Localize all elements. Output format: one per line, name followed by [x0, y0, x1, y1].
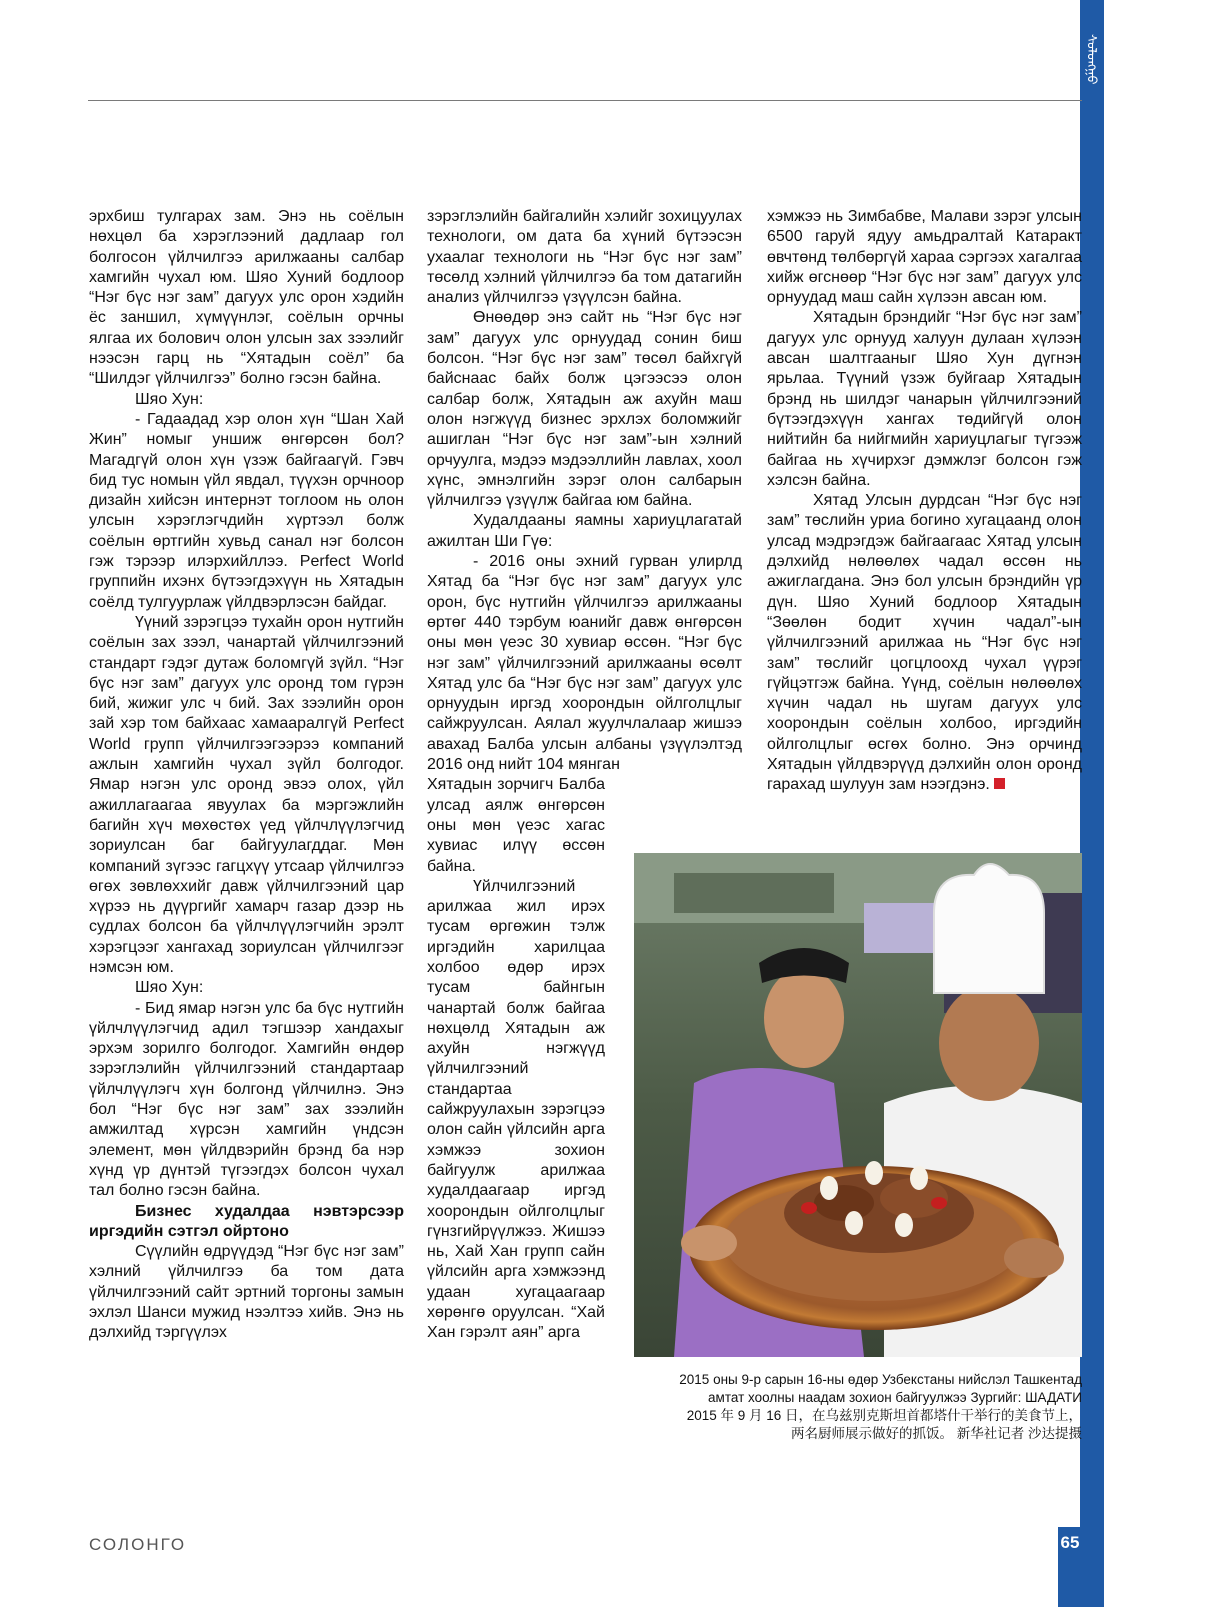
- magazine-name: СОЛОНГО: [89, 1535, 187, 1554]
- paragraph: - Гадаадад хэр олон хүн “Шан Хай Жин” номыг уншиж өнгөрсөн бол? Магадгүй олон хүн үзэж байгаагүй. Гэвч бид тус номын үйл явдал, түүхэн орчноор дизайн хийсэн интернэт тоглоом нь олон улсын хэрэглэгчдийн хүртээл болж соёлын өртгийн хувьд санал нэг болсон гэж тэрээр илэрхийллээ. Perfect World группийн ихэнх бүтээгдэхүүн нь Хятадын соёлд тулгуурлаж үйлдвэрлэсэн байдаг.: [89, 410, 404, 611]
- paragraph: Үйлчилгээний арилжаа жил ирэх тусам өргөжин тэлж иргэдийн харилцаа холбоо өдөр ирэх тусам байнгын чанартай болж байгаа нөхцөлд Хятадын аж ахуйн нэгжүүд үйлчилгээний стандартаа сайжруулахын зэрэгцээ олон сайн үйлсийн арга хэмжээ зохион байгуулж арилжаа худалдаагаар иргэд хоорондын ойлголцлыг гүнзгийрүүлжээ. Жишээ нь, Хай Хан групп сайн үйлсийн арга хэмжээнд удаан хугацаагаар хөрөнгө оруулсан. “Хай Хан гэрэлт аян” арга: [427, 877, 605, 1342]
- paragraph: Үүний зэрэгцээ тухайн орон нутгийн соёлын зах зээл, чанартай үйлчилгээний стандарт гэдэг дутаж боломгүй зүйл. “Нэг бүс нэг зам” дагуух улс оронд том гүрэн бий, жижиг улс ч бий. Зах зээлийн орон зай хэр том байхаас хамааралгүй Perfect World групп үйлчилгээгээрээ компаний ажлын хамгийн чухал зүйл болгодог. Ямар нэгэн улс оронд эвээ олох, үйл ажиллагаагаа явуулах ба мэргэжлийн багийн хүч мөхөстөх үед үйлчлүүлэгчид зориулсан баг байгуулагддаг. Мөн компаний зүгээс гагцхүү утсаар үйлчилгээ өгөх зөвлөххийг давж үйлчилгээний цар хүрээ нь дүүргийг хамарч газар дээр нь судлах болсон ба үйлчлүүлэгчийн эрэлт хэрэгцээг хангахад зориулсан үйлчилгээг нэмсэн юм.: [89, 613, 404, 976]
- paragraph: Хятадын брэндийг “Нэг бүс нэг зам” дагуух улс орнууд халуун дулаан хүлээн авсан шалтгааныг Шяо Хун дүгнэн ярьлаа. Түүний үзэж буйгаар Хятадын брэнд нь шилдэг чанарын үйлчилгээний бүтээгдэхүүн хангах төдийгүй олон нийтийн ба нийгмийн хариуцлагыг түгээж байгаа нь хүчирхэг дэмжлэг болсон гэж хэлсэн байна.: [767, 309, 1082, 489]
- article-column-3: [767, 207, 1082, 796]
- page-number: 65: [1058, 1527, 1082, 1607]
- paragraph-final: [767, 491, 1082, 795]
- paragraph: - Бид ямар нэгэн улс ба бүс нутгийн үйлчлүүлэгчид адил тэгшээр хандахыг эрхэм зорилго болгодог. Хамгийн өндөр зэрэглэлийн үйлчилгээний стандартаар үйлчлүүлэгч хүн болгонд үйлчилнэ. Энэ бол “Нэг бүс нэг зам” зах зээлийн амжилтад хүрсэн хамгийн үндсэн элемент, мөн үйлдвэрийн брэнд ба нэр хүнд үр дүнтэй түгээгдэх болсон чухал тал болно гэсэн байна.: [89, 999, 404, 1200]
- section-tab-label: ᠰᠣᠯᠣᠩᠭᠣ: [1084, 33, 1100, 85]
- caption-line: 2015 年 9 月 16 日，在乌兹别克斯坦首都塔什干举行的美食节上，: [686, 1408, 1082, 1423]
- subheading: Бизнес худалдаа нэвтэрсээр иргэдийн сэтгэл ойртоно: [89, 1202, 404, 1240]
- article-end-mark: [994, 778, 1005, 789]
- chefs-photo: [634, 853, 1082, 1357]
- paragraph: хэмжээ нь Зимбабве, Малави зэрэг улсын 6500 гаруй ядуу амьдралтай Катаракт өвчтөнд төлбөргүй хараа сэргээх хагалгаа хийж өгснөөр “Нэг бүс нэг зам” дагуух улс орнуудад маш сайн хүлээн авсан юм.: [767, 208, 1082, 307]
- header-rule: [88, 100, 1082, 101]
- paragraph: Сүүлийн өдрүүдэд “Нэг бүс нэг зам” хэлний үйлчилгээ ба том дата үйлчилгээний сайт эртний торгоны замын эхлэл Шанси мужид нээлтээ хийв. Энэ нь дэлхийд тэргүүлэх: [89, 1243, 404, 1342]
- paragraph: - 2016 оны эхний гурван улирлд Хятад ба “Нэг бүс нэг зам” дагуух улс орон, бүс нутгийн үйлчилгээ арилжааны өртөг 440 тэрбум юанийг давж өнгөрсөн оны мөн үеэс 30 хувиар өссөн. “Нэг бүс нэг зам” үйлчилгээний арилжааны өсөлт Хятад улс ба “Нэг бүс нэг зам” дагуух улс орнуудын иргэд хоорондын ойлголцлыг сайжруулсан. Аялал жуулчлалаар жишээ авахад Балба улсын албаны үзүүлэлтэд 2016 онд нийт 104 мянган: [427, 553, 742, 774]
- caption-line: 两名厨师展示做好的抓饭。 新华社记者 沙达提摄: [790, 1426, 1082, 1441]
- chefs-photo-illustration: [634, 853, 1082, 1357]
- paragraph: эрхбиш тулгарах зам. Энэ нь соёлын нөхцөл ба хэрэглээний дадлаар гол болгосон үйлчилгээ арилжааны салбар хамгийн чухал юм. Шяо Хуний бодлоор “Нэг бүс нэг зам” дагуух улс орон хэдийн ёс заншил, хүмүүнлэг, соёлын орчны ялгаа их болович олон улсын зах зээлийг нээсэн гарц нь “Хятадын соёл” ба “Шилдэг үйлчилгээ” болно гэсэн байна.: [89, 208, 404, 388]
- speaker-line: Худалдааны яамны хариуцлагатай ажилтан Ши Гүө:: [427, 512, 742, 550]
- paragraph: зэрэглэлийн байгалийн хэлийг зохицуулах технологи, ом дата ба хүний бүтээсэн ухаалаг технологи нь “Нэг бүс нэг зам” төсөлд хэлний үйлчилгээ ба том датагийн анализ үйлчилгээ үзүүлсэн байна.: [427, 208, 742, 307]
- article-column-1: [89, 207, 404, 1344]
- photo-caption: [620, 1371, 1082, 1443]
- paragraph: Өнөөдөр энэ сайт нь “Нэг бүс нэг зам” дагуух улс орнуудад сонин биш болсон. “Нэг бүс нэг зам” төсөл байхгүй байснаас байх болж цэгээсээ олон салбар болж, Хятадын аж ахуйн маш олон нэгжүүд бизнес эрхлэх боломжийг ашиглан “Нэг бүс нэг зам”-ын хэлний орчуулга, мэдээ мэдээллийн лавлах, хоол хүнс, эмнэлгийн зэрэг олон салбарын үйлчилгээ үзүүлж байгаа юм байна.: [427, 309, 742, 510]
- caption-line: 2015 оны 9-р сарын 16-ны өдөр Узбекстаны нийслэл Ташкентад: [679, 1372, 1082, 1387]
- paragraph: Хятадын зорчигч Балба улсад аялж өнгөрсөн оны мөн үеэс хагас хувиас илүү өссөн байна.: [427, 776, 605, 875]
- caption-line: амтат хоолны наадам зохион байгуулжээ Зургийг: ШАДАТИ: [708, 1390, 1082, 1405]
- paragraph-text: Хятад Улсын дурдсан “Нэг бүс нэг зам” төслийн уриа богино хугацаанд олон улсад мэдрэгдэж байгаагаас Хятад улсын дэлхийд нөлөөлөх чадал өссөн нь ажиглагдана. Энэ бол улсын брэндийн үр дүн. Шяо Хуний бодлоор Хятадын “Зөөлөн бодит хүчин чадал”-ын үйлчилгээний арилжаа нь “Нэг бүс нэг зам” төслийг цогцлоохд чухал үүрэг гүйцэтгэж байна. Үүнд, соёлын нөлөөлөх хүчин чадал нь шугам дагуух улс хоорондын соёлын холбоо, иргэдийн ойлголцлыг өсгөх болно. Энэ орчинд Хятадын үйлдвэрүүд дэлхийн олон оронд гарахад шулуун зам нээгдэнэ.: [767, 492, 1082, 794]
- speaker-line: Шяо Хун:: [135, 390, 204, 408]
- side-color-strip: [1080, 0, 1104, 1607]
- speaker-line: Шяо Хун:: [135, 979, 204, 997]
